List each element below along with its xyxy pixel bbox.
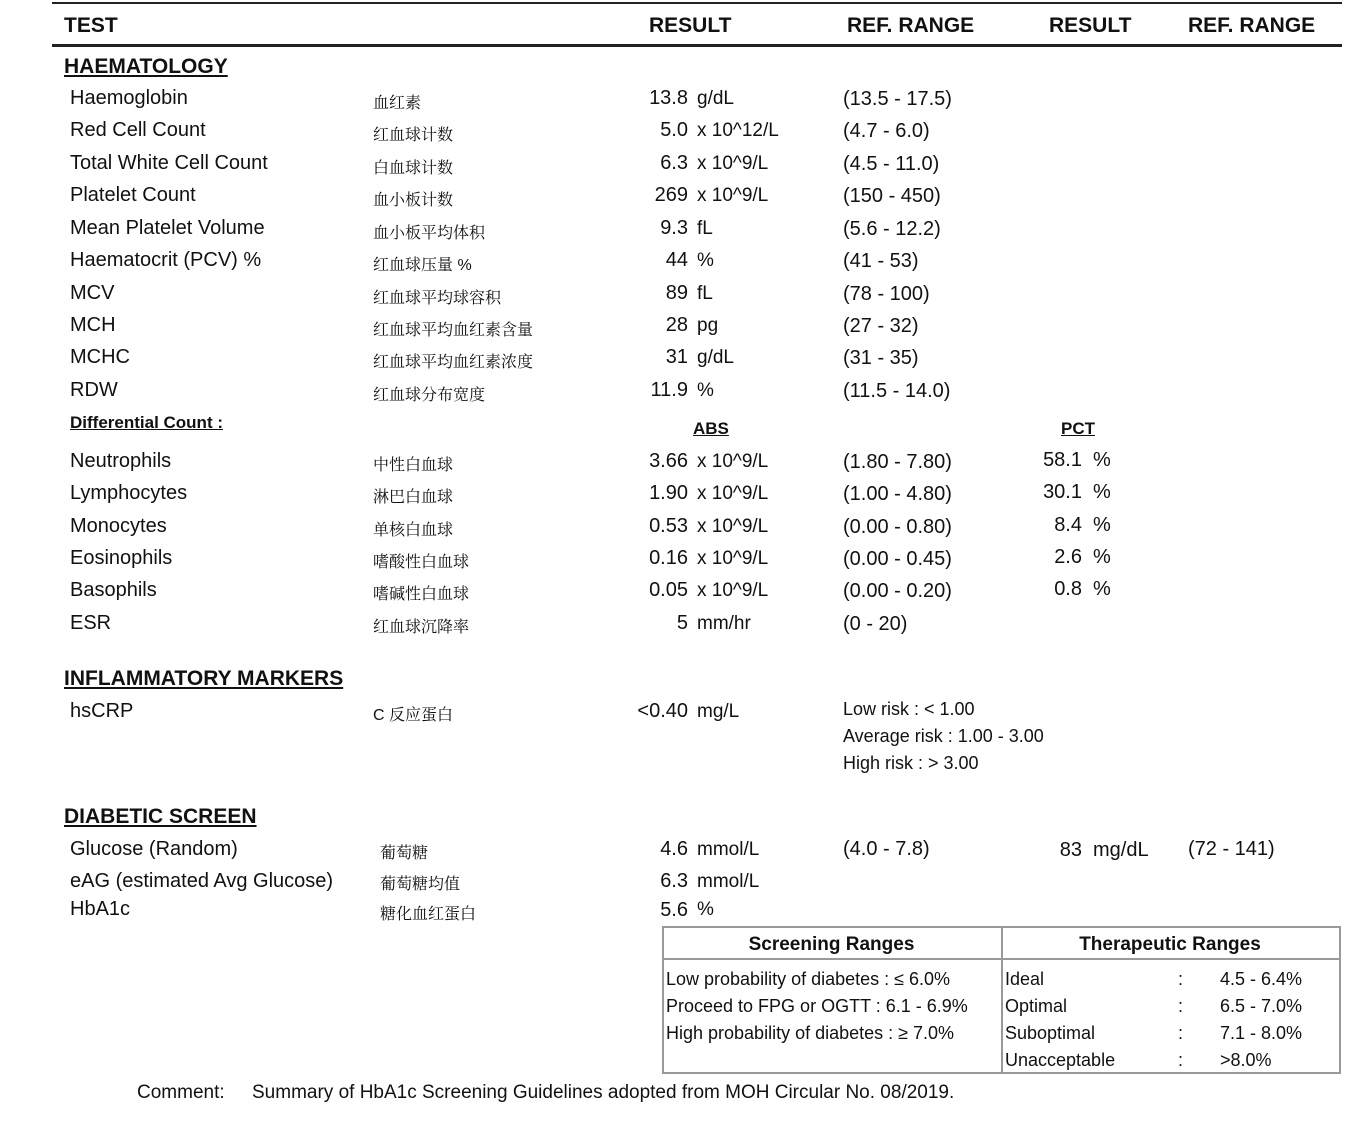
test-name-cn: 嗜碱性白血球: [373, 586, 470, 603]
test-name-hba1c: HbA1c: [70, 898, 131, 920]
therapeutic-range: 4.5 - 6.4%: [1220, 969, 1303, 989]
therapeutic-sep: :: [1178, 996, 1184, 1016]
test-name-cn: 红血球平均球容积: [373, 290, 502, 307]
header-test: TEST: [64, 14, 118, 37]
comment-label: Comment:: [137, 1082, 225, 1103]
test-name: Lymphocytes: [70, 482, 188, 504]
test-unit: %: [697, 250, 714, 271]
test-unit: x 10^9/L: [697, 483, 769, 504]
test-unit: x 10^12/L: [697, 120, 779, 141]
test-name: Neutrophils: [70, 450, 172, 472]
test-ref-range: (4.5 - 11.0): [843, 153, 940, 175]
test-name: MCH: [70, 314, 116, 336]
risk-high: High risk : > 3.00: [843, 753, 979, 773]
pct-value: 0.8: [1054, 578, 1082, 600]
pct-value: 2.6: [1054, 546, 1082, 568]
test-name-cn: C 反应蛋白: [373, 707, 454, 724]
header-rule: [52, 44, 1342, 47]
pct-unit: %: [1093, 481, 1111, 503]
test-name-cn: 葡萄糖: [380, 845, 429, 862]
header-result-2: RESULT: [1049, 14, 1132, 37]
test-name: MCV: [70, 282, 115, 304]
test-unit: mm/hr: [697, 613, 751, 634]
test-name: RDW: [70, 379, 118, 401]
therapeutic-range: >8.0%: [1220, 1050, 1272, 1070]
test-name-cn: 嗜酸性白血球: [373, 554, 470, 571]
risk-average: Average risk : 1.00 - 3.00: [843, 726, 1044, 746]
test-name-hscrp: hsCRP: [70, 700, 134, 722]
section-title-haematology: HAEMATOLOGY: [64, 55, 228, 78]
test-unit: x 10^9/L: [697, 548, 769, 569]
test-ref-range: (4.7 - 6.0): [843, 120, 930, 142]
therapeutic-range: 6.5 - 7.0%: [1220, 996, 1303, 1016]
test-ref-range: (13.5 - 17.5): [843, 88, 952, 110]
test-name-cn: 血小板计数: [373, 192, 454, 209]
therapeutic-label: Optimal: [1005, 996, 1068, 1016]
test-value: 11.9: [650, 379, 688, 401]
test-value-2: 83: [1059, 839, 1082, 861]
test-name: Haemoglobin: [70, 87, 188, 109]
test-unit: pg: [697, 315, 719, 336]
therapeutic-label: Ideal: [1005, 969, 1045, 989]
test-name: Red Cell Count: [70, 119, 206, 141]
test-unit: %: [697, 380, 714, 401]
test-name-cn: 红血球平均血红素含量: [373, 322, 534, 339]
test-value: <0.40: [637, 700, 688, 722]
screening-ranges-title: Screening Ranges: [748, 934, 915, 955]
test-value: 3.66: [649, 450, 688, 472]
test-name: Total White Cell Count: [70, 152, 268, 174]
screening-line: Proceed to FPG or OGTT : 6.1 - 6.9%: [666, 996, 968, 1016]
test-name: Eosinophils: [70, 547, 173, 569]
test-value: 6.3: [660, 152, 688, 174]
test-name-glucose: Glucose (Random): [70, 838, 238, 860]
test-value: 269: [654, 184, 688, 206]
test-unit: x 10^9/L: [697, 516, 769, 537]
test-ref-range: (0.00 - 0.20): [843, 580, 952, 602]
pct-value: 8.4: [1054, 514, 1082, 536]
test-value: 89: [665, 282, 688, 304]
test-unit: mg/L: [697, 701, 740, 722]
test-value: 0.16: [649, 547, 688, 569]
test-value: 6.3: [660, 870, 688, 892]
pct-unit: %: [1093, 514, 1111, 536]
test-value: 5: [676, 612, 688, 634]
test-value: 31: [665, 346, 688, 368]
test-unit: g/dL: [697, 347, 734, 368]
screening-line: High probability of diabetes : ≥ 7.0%: [666, 1023, 955, 1043]
test-ref-range: (11.5 - 14.0): [843, 380, 951, 402]
test-value: 5.0: [660, 119, 688, 141]
test-ref-range: (4.0 - 7.8): [843, 838, 930, 860]
differential-count-title: Differential Count :: [70, 413, 223, 432]
test-ref-range: (1.00 - 4.80): [843, 483, 952, 505]
therapeutic-sep: :: [1178, 1050, 1184, 1070]
test-value: 1.90: [649, 482, 688, 504]
therapeutic-sep: :: [1178, 969, 1184, 989]
header-result-1: RESULT: [649, 14, 732, 37]
test-unit-2: mg/dL: [1093, 839, 1149, 861]
pct-label: PCT: [1061, 419, 1095, 438]
header-ref-range-1: REF. RANGE: [847, 14, 975, 37]
test-name-cn: 红血球分布宽度: [373, 387, 486, 404]
header-ref-range-2: REF. RANGE: [1188, 14, 1316, 37]
pct-value: 30.1: [1043, 481, 1082, 503]
test-unit: fL: [697, 283, 713, 304]
test-value: 28: [665, 314, 688, 336]
therapeutic-label: Suboptimal: [1005, 1023, 1096, 1043]
risk-low: Low risk : < 1.00: [843, 699, 975, 719]
screening-line: Low probability of diabetes : ≤ 6.0%: [666, 969, 951, 989]
test-ref-range: (5.6 - 12.2): [843, 218, 941, 240]
test-ref-range: (31 - 35): [843, 347, 919, 369]
test-unit: x 10^9/L: [697, 185, 769, 206]
test-ref-range: (0.00 - 0.45): [843, 548, 952, 570]
test-ref-range: (27 - 32): [843, 315, 919, 337]
test-value: 13.8: [649, 87, 688, 109]
test-name-esr: ESR: [70, 612, 112, 634]
test-name-cn: 血小板平均体积: [373, 225, 486, 242]
test-value: 0.05: [649, 579, 688, 601]
test-name-cn: 红血球平均血红素浓度: [373, 354, 534, 371]
test-name: MCHC: [70, 346, 130, 368]
therapeutic-label: Unacceptable: [1005, 1050, 1116, 1070]
test-name-cn: 单核白血球: [373, 522, 454, 539]
comment-text: Summary of HbA1c Screening Guidelines adopted from MOH Circular No. 08/2019.: [252, 1082, 955, 1103]
test-unit: %: [697, 899, 714, 920]
test-ref-range: (0 - 20): [843, 613, 908, 635]
test-ref-range: (78 - 100): [843, 283, 930, 305]
test-ref-range: (41 - 53): [843, 250, 919, 272]
test-unit: g/dL: [697, 88, 734, 109]
pct-unit: %: [1093, 546, 1111, 568]
test-name-cn: 糖化血红蛋白: [380, 906, 477, 923]
test-name: Basophils: [70, 579, 157, 601]
test-name: Haematocrit (PCV) %: [70, 249, 262, 271]
test-value: 0.53: [649, 515, 688, 537]
abs-label: ABS: [693, 419, 729, 438]
test-ref-range: (150 - 450): [843, 185, 941, 207]
test-value: 9.3: [660, 217, 688, 239]
test-name-cn: 白血球计数: [373, 160, 454, 177]
therapeutic-sep: :: [1178, 1023, 1184, 1043]
test-unit: mmol/L: [697, 839, 760, 860]
test-name-cn: 葡萄糖均值: [380, 876, 461, 893]
pct-unit: %: [1093, 449, 1111, 471]
test-name-cn: 血红素: [373, 95, 422, 112]
test-name-cn: 红血球压量 %: [373, 257, 472, 274]
test-unit: x 10^9/L: [697, 451, 769, 472]
test-name-cn: 红血球沉降率: [373, 619, 470, 636]
section-title-inflammatory: INFLAMMATORY MARKERS: [64, 667, 344, 690]
pct-unit: %: [1093, 578, 1111, 600]
therapeutic-ranges-title: Therapeutic Ranges: [1079, 934, 1261, 955]
test-ref-range-2: (72 - 141): [1188, 838, 1275, 860]
therapeutic-range: 7.1 - 8.0%: [1220, 1023, 1303, 1043]
test-name-cn: 红血球计数: [373, 127, 454, 144]
test-name: Mean Platelet Volume: [70, 217, 265, 239]
test-name-cn: 中性白血球: [373, 457, 454, 474]
test-ref-range: (1.80 - 7.80): [843, 451, 952, 473]
test-unit: fL: [697, 218, 713, 239]
test-ref-range: (0.00 - 0.80): [843, 516, 952, 538]
pct-value: 58.1: [1043, 449, 1082, 471]
test-value: 4.6: [660, 838, 688, 860]
section-title-diabetic: DIABETIC SCREEN: [64, 805, 257, 828]
test-value: 44: [665, 249, 688, 271]
top-rule: [52, 2, 1342, 4]
test-name: Platelet Count: [70, 184, 196, 206]
test-value: 5.6: [660, 899, 688, 921]
test-name: Monocytes: [70, 515, 167, 537]
test-unit: mmol/L: [697, 871, 760, 892]
test-unit: x 10^9/L: [697, 153, 769, 174]
test-name-eag: eAG (estimated Avg Glucose): [70, 870, 334, 892]
test-unit: x 10^9/L: [697, 580, 769, 601]
test-name-cn: 淋巴白血球: [373, 489, 454, 506]
